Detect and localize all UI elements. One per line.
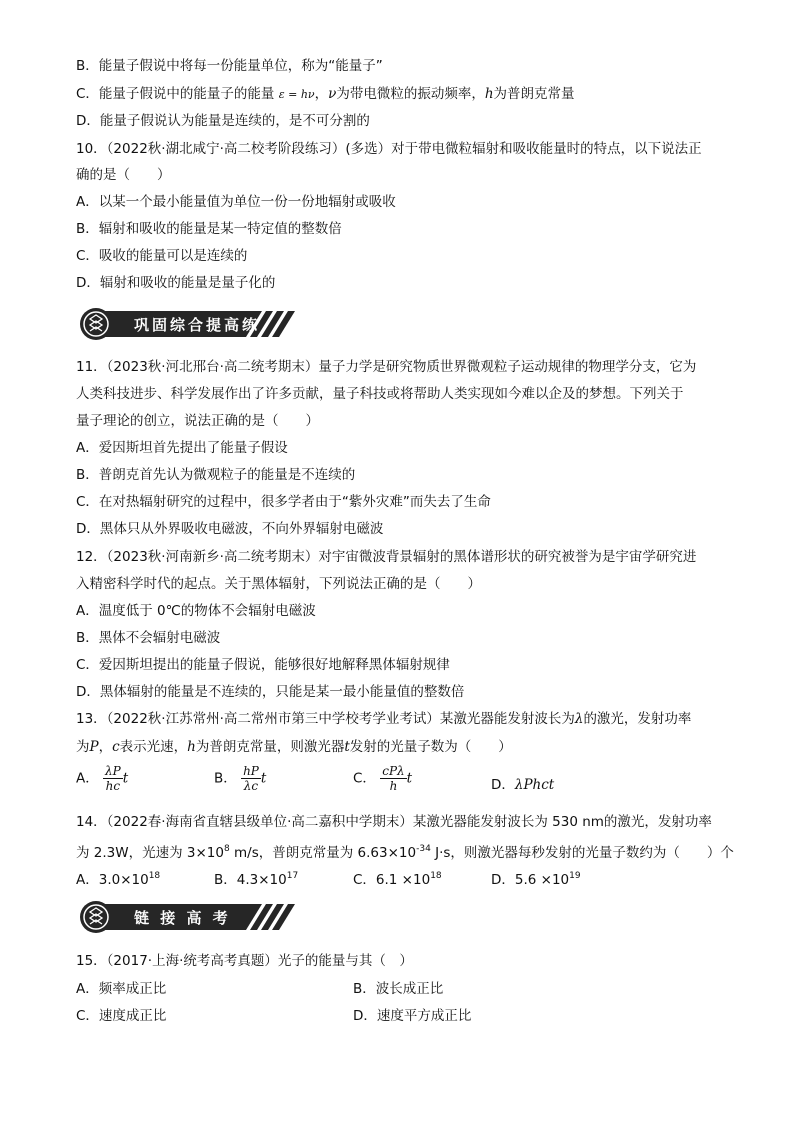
t-symbol: t	[260, 770, 267, 787]
option-text: D．5.6 ×10	[491, 872, 570, 888]
q14-option-c	[353, 866, 442, 890]
q13-text-c: 为	[76, 739, 90, 755]
q15-stem: 15．（2017·上海·统考高考真题）光子的能量与其（ ）	[76, 953, 413, 969]
q11-option-b: B．普朗克首先认为微观粒子的能量是不连续的	[76, 467, 356, 483]
q14-text-c: J·s，则激光器每秒发射的光量子数约为（ ）个	[430, 845, 734, 861]
q11-stem-line3: 量子理论的创立，说法正确的是（ ）	[76, 413, 319, 429]
q12-stem-line1: 12．（2023秋·河南新乡·高二统考期末）对宇宙微波背景辐射的黑体谱形状的研究被誉为是宇宙学研究进	[76, 549, 697, 565]
t-symbol: t	[344, 739, 350, 755]
q14-option-a	[76, 866, 160, 890]
q9-option-c-text: C．能量子假说中的能量子的能量	[76, 86, 275, 102]
q13-comma: ，	[98, 739, 113, 755]
q13-option-a	[76, 764, 128, 798]
q10-option-d: D．辐射和吸收的能量是量子化的	[76, 275, 276, 291]
q13-option-d	[491, 775, 554, 795]
fraction	[103, 764, 123, 793]
option-label: A．	[76, 770, 99, 787]
q12-option-d: D．黑体辐射的能量是不连续的，只能是某一最小能量值的整数倍	[76, 684, 465, 700]
q13-text-d: 表示光速，	[119, 739, 188, 755]
fraction-numerator: cPλ	[382, 764, 405, 778]
q14-text-a: 为 2.3W，光速为 3×10	[76, 845, 224, 861]
fraction	[380, 764, 406, 793]
q9-option-b: B．能量子假说中将每一份能量单位，称为“能量子”	[76, 58, 383, 74]
q12-stem-line2: 入精密科学时代的起点。关于黑体辐射，下列说法正确的是（ ）	[76, 576, 481, 592]
q11-option-c: C．在对热辐射研究的过程中，很多学者由于“紫外灾难”而失去了生命	[76, 494, 491, 510]
exponent: -34	[416, 844, 431, 854]
q10-stem-line2: 确的是（ ）	[76, 167, 171, 183]
q12-option-a: A．温度低于 0℃的物体不会辐射电磁波	[76, 603, 316, 619]
t-symbol: t	[122, 770, 129, 787]
option-label: D．	[491, 777, 515, 793]
power-symbol: P	[89, 739, 99, 755]
section-banner-consolidation	[76, 307, 306, 341]
q13-option-b	[214, 764, 266, 798]
fraction-numerator: hP	[243, 764, 259, 778]
c-symbol: c	[112, 739, 120, 755]
q10-option-c: C．吸收的能量可以是连续的	[76, 248, 248, 264]
q14-text-b: m/s，普朗克常量为 6.63×10	[229, 845, 417, 861]
fraction	[241, 764, 261, 793]
fraction-denominator: h	[389, 779, 398, 793]
exponent: 8	[223, 844, 230, 854]
q9-option-c-text2: 为带电微粒的振动频率，	[336, 86, 485, 102]
option-text: C．6.1 ×10	[353, 872, 431, 888]
option-label: C．	[353, 770, 376, 787]
q14-option-d	[491, 866, 581, 890]
q14-stem-line2	[76, 839, 734, 863]
q13-stem-line1	[76, 709, 691, 729]
nu-symbol: ν	[328, 86, 337, 102]
q13-text-f: 发射的光量子数为（ ）	[349, 739, 512, 755]
q15-option-a: A．频率成正比	[76, 981, 167, 997]
q13-text-b: 的激光，发射功率	[583, 711, 692, 727]
q11-stem-line1: 11．（2023秋·河北邢台·高二统考期末）量子力学是研究物质世界微观粒子运动规律的物理学分支，它为	[76, 359, 697, 375]
q11-option-d: D．黑体只从外界吸收电磁波，不向外界辐射电磁波	[76, 521, 384, 537]
fraction-denominator: λc	[243, 779, 259, 793]
lambda-symbol: λ	[574, 711, 584, 727]
exponent: 19	[569, 871, 581, 881]
q15-option-c: C．速度成正比	[76, 1008, 167, 1024]
q10-option-b: B．辐射和吸收的能量是某一特定值的整数倍	[76, 221, 342, 237]
exponent: 18	[430, 871, 442, 881]
q13-text-e: 为普朗克常量，则激光器	[195, 739, 345, 755]
q11-option-a: A．爱因斯坦首先提出了能量子假设	[76, 440, 288, 456]
q13-text-a: 13．（2022秋·江苏常州·高二常州市第三中学校考学业考试）某激光器能发射波长为	[76, 711, 575, 727]
section-banner-title: 巩固综合提高练	[134, 316, 261, 334]
section-banner-exam-link	[76, 900, 306, 934]
option-text: A．3.0×10	[76, 872, 149, 888]
t-symbol: t	[406, 770, 413, 787]
q10-option-a: A．以某一个最小能量值为单位一份一份地辐射或吸收	[76, 194, 396, 210]
fraction-numerator: λP	[105, 764, 121, 778]
energy-formula: ε = hν	[278, 88, 315, 101]
q14-option-b	[214, 866, 298, 890]
fraction-denominator: hc	[105, 779, 121, 793]
exponent: 17	[286, 871, 299, 881]
option-label: B．	[214, 770, 237, 787]
q11-stem-line2: 人类科技进步、科学发展作出了许多贡献，量子科技或将帮助人类实现如今难以企及的梦想。下列关于	[76, 386, 684, 402]
q12-option-c: C．爱因斯坦提出的能量子假说，能够很好地解释黑体辐射规律	[76, 657, 450, 673]
h-symbol: h	[187, 739, 196, 755]
option-text: B．4.3×10	[214, 872, 287, 888]
q9-option-c	[76, 84, 575, 105]
exponent: 18	[148, 871, 161, 881]
q14-stem-line1: 14．（2022春·海南省直辖县级单位·高二嘉积中学期末）某激光器能发射波长为 530 nm的激光，发射功率	[76, 814, 712, 830]
option-expression: λPhct	[514, 777, 555, 793]
q12-option-b: B．黑体不会辐射电磁波	[76, 630, 221, 646]
q13-option-c	[353, 764, 412, 798]
q9-option-c-text3: 为普朗克常量	[493, 86, 575, 102]
q9-option-c-comma: ，	[314, 86, 329, 102]
q15-option-d: D．速度平方成正比	[353, 1008, 472, 1024]
q9-option-d: D．能量子假说认为能量是连续的，是不可分割的	[76, 113, 370, 129]
h-symbol: h	[484, 86, 494, 102]
q10-stem-line1: 10．（2022秋·湖北咸宁·高二校考阶段练习）(多选）对于带电微粒辐射和吸收能量时的特点，以下说法正	[76, 141, 702, 157]
q13-stem-line2	[76, 737, 512, 757]
section-banner-title: 链 接 高 考	[134, 909, 231, 927]
q15-option-b: B．波长成正比	[353, 981, 444, 997]
